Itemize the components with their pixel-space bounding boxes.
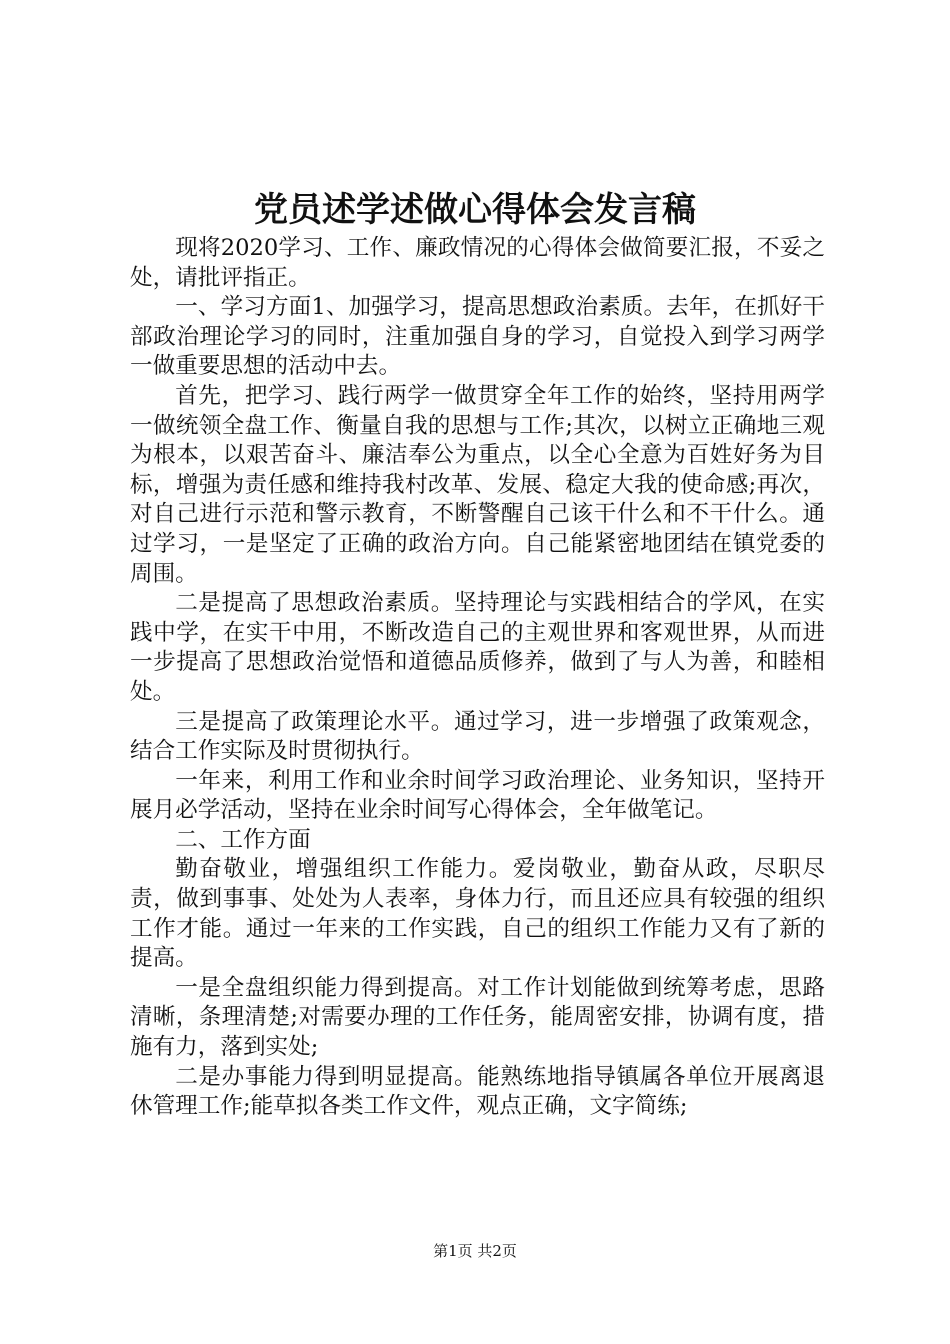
section-heading-work: 二、工作方面 xyxy=(175,826,311,853)
paragraph-study-year: 一年来，利用工作和业余时间学习政治理论、业务知识，坚持开展月必学活动，坚持在业余时间写心得体会，全年做笔记。 xyxy=(130,767,825,824)
document-body xyxy=(130,234,825,1122)
paragraph-study-heading: 一、学习方面1、加强学习，提高思想政治素质。去年，在抓好干部政治理论学习的同时，注重加强自身的学习，自觉投入到学习两学一做重要思想的活动中去。 xyxy=(130,294,825,380)
paragraph-intro: 现将2020学习、工作、廉政情况的心得体会做简要汇报，不妥之处，请批评指正。 xyxy=(130,235,825,291)
document-title: 党员述学述做心得体会发言稿 xyxy=(254,190,696,230)
paragraph-work-intro: 勤奋敬业，增强组织工作能力。爱岗敬业，勤奋从政，尽职尽责，做到事事、处处为人表率，身体力行，而且还应具有较强的组织工作才能。通过一年来的工作实践，自己的组织工作能力又有了新的提高。 xyxy=(130,856,825,972)
paragraph-study-second: 二是提高了思想政治素质。坚持理论与实践相结合的学风，在实践中学，在实干中用，不断改造自己的主观世界和客观世界，从而进一步提高了思想政治觉悟和道德品质修养，做到了与人为善，和睦相处。 xyxy=(130,590,825,705)
page-footer: 第1页 共2页 xyxy=(433,1242,517,1260)
paragraph-study-first: 首先，把学习、践行两学一做贯穿全年工作的始终，坚持用两学一做统领全盘工作、衡量自我的思想与工作;其次，以树立正确地三观为根本，以艰苦奋斗、廉洁奉公为重点，以全心全意为百姓好务为目标，增强为责任感和维持我村改革、发展、稳定大我的使命感;再次，对自己进行示范和警示教育，不断警醒自己该干什么和不干什么。通过学习，一是坚定了正确的政治方向。自己能紧密地团结在镇党委的周围。 xyxy=(130,382,825,587)
paragraph-work-second: 二是办事能力得到明显提高。能熟练地指导镇属各单位开展离退休管理工作;能草拟各类工作文件，观点正确，文字简练; xyxy=(130,1063,825,1120)
paragraph-work-first: 一是全盘组织能力得到提高。对工作计划能做到统筹考虑，思路清晰，条理清楚;对需要办理的工作任务，能周密安排，协调有度，措施有力，落到实处; xyxy=(130,974,825,1061)
paragraph-study-third: 三是提高了政策理论水平。通过学习，进一步增强了政策观念，结合工作实际及时贯彻执行。 xyxy=(130,708,825,765)
